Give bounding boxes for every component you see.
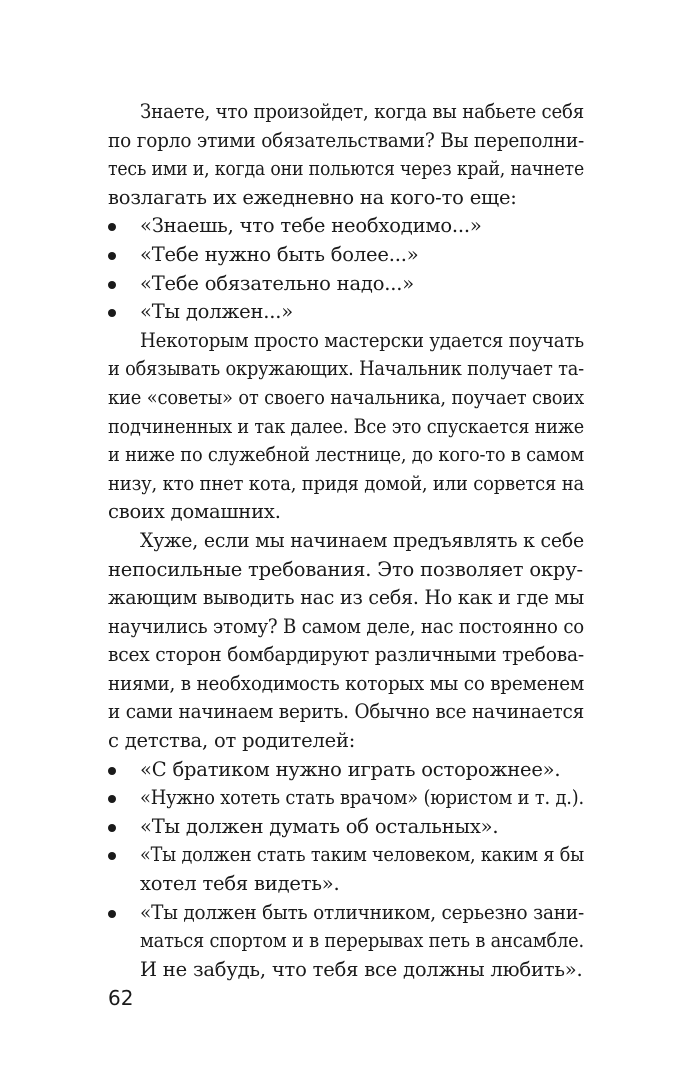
text-line xyxy=(108,184,584,213)
line-text: и сами начинаем верить. Обычно все начинается xyxy=(108,700,584,724)
text-line xyxy=(108,355,584,384)
line-text: ниями, в необходимость которых мы со временем xyxy=(108,671,584,695)
text-line xyxy=(108,727,584,756)
line-text: «Ты должен стать таким человеком, каким я бы xyxy=(140,843,584,867)
text-line xyxy=(108,441,584,470)
line-text: и обязывать окружающих. Начальник получает та- xyxy=(108,357,584,381)
text-line xyxy=(108,641,584,670)
bullet-item xyxy=(108,241,584,270)
text-line xyxy=(108,155,584,184)
line-text: своих домашних. xyxy=(108,500,281,524)
line-text: «Тебе нужно быть более...» xyxy=(140,242,419,266)
paragraph-first-line xyxy=(108,527,584,556)
bullet-item xyxy=(108,270,584,299)
line-text: по горло этими обязательствами? Вы переполни- xyxy=(108,128,584,152)
bullet-continuation-line xyxy=(108,870,584,899)
line-text: И не забудь, что тебя все должны любить». xyxy=(140,957,583,981)
bullet-item xyxy=(108,813,584,842)
line-text: Некоторым просто мастерски удается поучать xyxy=(140,328,584,352)
line-text: непосильные требования. Это позволяет окру- xyxy=(108,557,583,581)
line-text: всех сторон бомбардируют различными требова- xyxy=(108,643,584,667)
bullet-icon xyxy=(108,767,116,775)
line-text: с детства, от родителей: xyxy=(108,729,356,753)
bullet-icon xyxy=(108,795,116,803)
text-line xyxy=(108,127,584,156)
text-line xyxy=(108,498,584,527)
bullet-icon xyxy=(108,910,116,918)
line-text: «Знаешь, что тебе необходимо...» xyxy=(140,214,482,238)
line-text: «Ты должен думать об остальных». xyxy=(140,814,499,838)
line-text: низу, кто пнет кота, придя домой, или сорвется на xyxy=(108,471,584,495)
bullet-continuation-line xyxy=(108,956,584,985)
bullet-item xyxy=(108,756,584,785)
text-line xyxy=(108,670,584,699)
line-text: и ниже по служебной лестнице, до кого-то в самом xyxy=(108,443,584,467)
line-text: Хуже, если мы начинаем предъявлять к себе xyxy=(140,528,584,552)
bullet-icon xyxy=(108,824,116,832)
bullet-icon xyxy=(108,223,116,231)
bullet-item xyxy=(108,841,584,870)
bullet-item xyxy=(108,899,584,928)
bullet-item xyxy=(108,784,584,813)
bullet-icon xyxy=(108,281,116,289)
line-text: жающим выводить нас из себя. Но как и где мы xyxy=(108,586,584,610)
line-text: маться спортом и в перерывах петь в ансамбле. xyxy=(140,929,584,953)
line-text: подчиненных и так далее. Все это спускается ниже xyxy=(108,414,584,438)
line-text: хотел тебя видеть». xyxy=(140,872,340,896)
line-text: «Ты должен быть отличником, серьезно зани- xyxy=(140,900,584,924)
line-text: «Ты должен...» xyxy=(140,300,293,324)
line-text: возлагать их ежедневно на кого-то еще: xyxy=(108,185,517,209)
text-line xyxy=(108,384,584,413)
bullet-item xyxy=(108,298,584,327)
paragraph-first-line xyxy=(108,327,584,356)
line-text: «Нужно хотеть стать врачом» (юристом и т. д.). xyxy=(140,786,584,810)
line-text: тесь ими и, когда они польются через край, начнете xyxy=(108,157,584,181)
bullet-icon xyxy=(108,252,116,260)
text-line xyxy=(108,556,584,585)
page-text xyxy=(108,98,584,984)
line-text: кие «советы» от своего начальника, поучает своих xyxy=(108,385,584,409)
page-number: 62 xyxy=(108,986,134,1010)
paragraph-first-line xyxy=(108,98,584,127)
text-line xyxy=(108,584,584,613)
bullet-item xyxy=(108,212,584,241)
text-line xyxy=(108,613,584,642)
text-line xyxy=(108,698,584,727)
bullet-icon xyxy=(108,309,116,317)
text-line xyxy=(108,470,584,499)
bullet-continuation-line xyxy=(108,927,584,956)
bullet-icon xyxy=(108,852,116,860)
line-text: «С братиком нужно играть осторожнее». xyxy=(140,757,561,781)
line-text: научились этому? В самом деле, нас постоянно со xyxy=(108,614,584,638)
line-text: «Тебе обязательно надо...» xyxy=(140,271,414,295)
text-line xyxy=(108,413,584,442)
line-text: Знаете, что произойдет, когда вы набьете себя xyxy=(140,100,584,123)
